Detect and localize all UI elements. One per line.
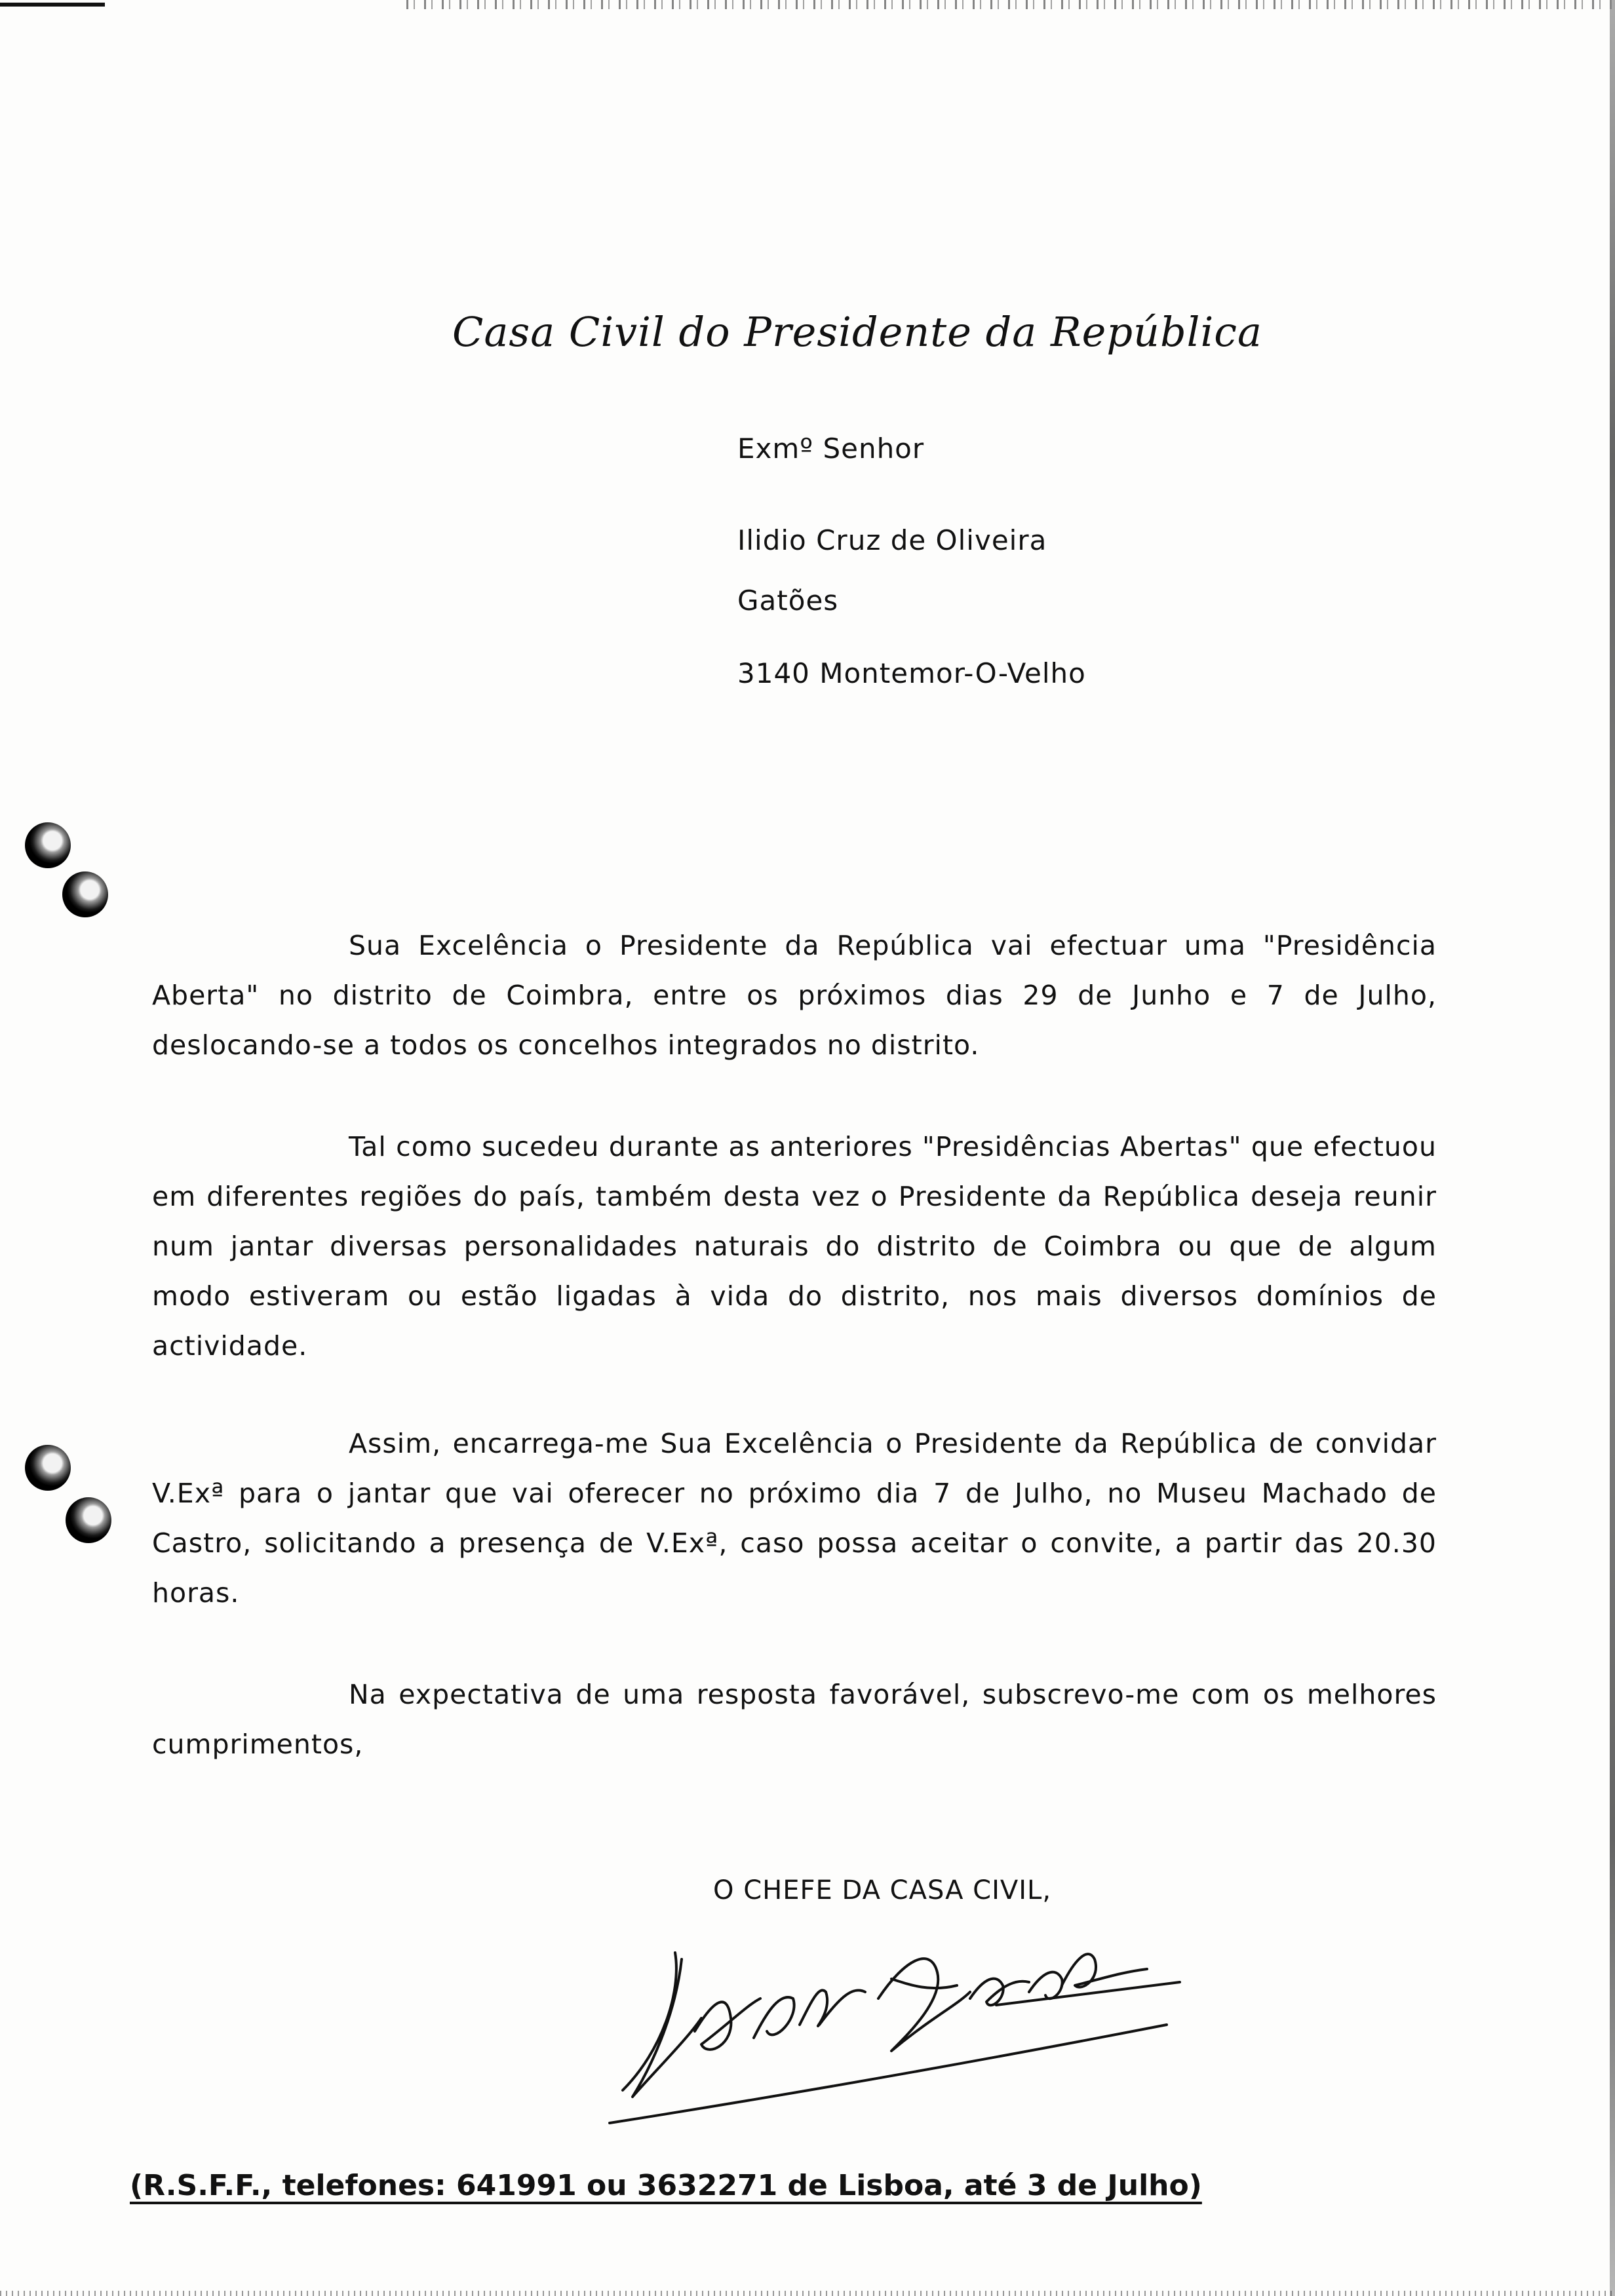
signatory-title: O CHEFE DA CASA CIVIL, bbox=[713, 1875, 1052, 1905]
letterhead: Casa Civil do Presidente da República bbox=[452, 308, 1262, 356]
signature bbox=[603, 1920, 1193, 2130]
punch-hole-icon bbox=[66, 1497, 111, 1543]
recipient-locality: Gatões bbox=[737, 584, 839, 617]
footer-note: (R.S.F.F., telefones: 641991 ou 3632271 de Lisboa, até 3 de Julho) bbox=[130, 2169, 1202, 2202]
scan-edge bbox=[1610, 0, 1615, 2296]
paragraph-1: Sua Excelência o Presidente da República vai efectuar uma "Presidência Aberta" no distrito de Coimbra, entre os próximos dias 29 de Junho e 7 de Julho, deslocando-se a todos os concelhos integrados no distrito. bbox=[152, 930, 1437, 1061]
paragraph-2: Tal como sucedeu durante as anteriores "Presidências Abertas" que efectuou em diferentes regiões do país, também desta vez o Presidente da República deseja reunir num jantar diversas personalidades naturais do distrito de Coimbra ou que de algum modo estiveram ou estão ligadas à vida do distrito, nos mais diversos domínios de actividade. bbox=[152, 1131, 1437, 1362]
scan-noise bbox=[406, 0, 1615, 9]
punch-hole-icon bbox=[25, 1445, 71, 1491]
recipient-name: Ilidio Cruz de Oliveira bbox=[737, 524, 1047, 556]
recipient-postal: 3140 Montemor-O-Velho bbox=[737, 657, 1086, 689]
punch-hole-icon bbox=[25, 822, 71, 868]
punch-hole-icon bbox=[62, 871, 108, 917]
paragraph-3: Assim, encarrega-me Sua Excelência o Presidente da República de convidar V.Exª para o jantar que vai oferecer no próximo dia 7 de Julho, no Museu Machado de Castro, solicitando a presença de V.Exª, caso possa aceitar o convite, a partir das 20.30 horas. bbox=[152, 1428, 1437, 1609]
recipient-salutation: Exmº Senhor bbox=[737, 432, 925, 465]
paragraph-4: Na expectativa de uma resposta favorável, subscrevo-me com os melhores cumprimentos, bbox=[152, 1679, 1437, 1760]
scan-noise-bottom bbox=[0, 2291, 1615, 2296]
scan-mark bbox=[0, 3, 105, 7]
